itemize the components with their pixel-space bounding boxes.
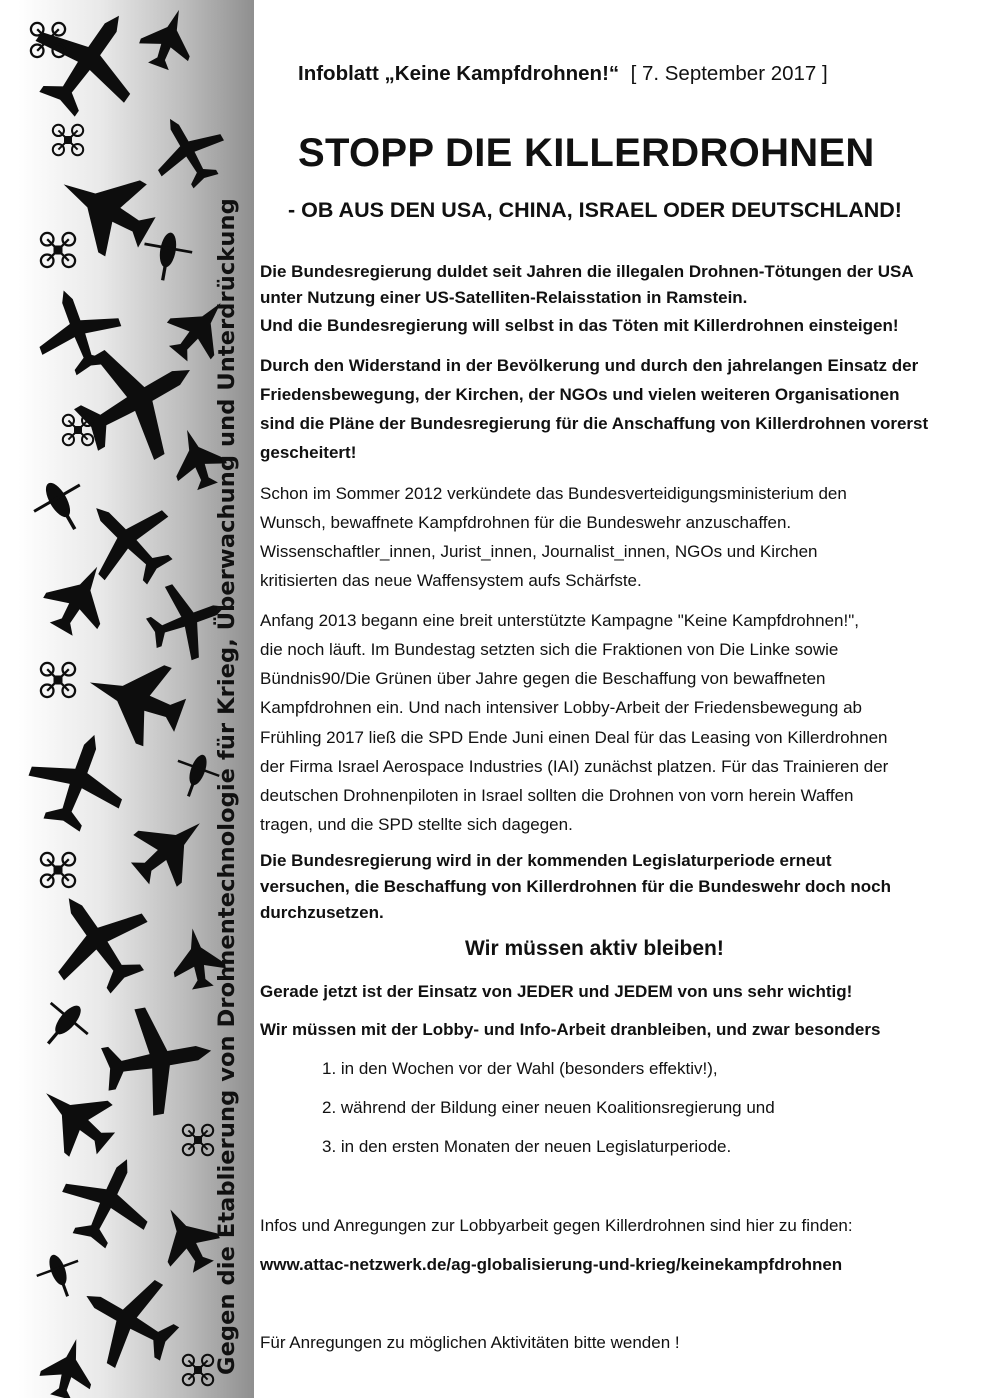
infoblatt-header xyxy=(298,62,828,86)
list-item: 3. in den ersten Monaten der neuen Legislaturperiode. xyxy=(322,1137,732,1156)
campaign-line: Anfang 2013 begann eine breit unterstützte Kampagne "Keine Kampfdrohnen!", xyxy=(260,611,859,630)
warning-line: durchzusetzen. xyxy=(260,903,384,922)
campaign-line: Frühling 2017 ließ die SPD Ende Juni einen Deal für das Leasing von Killerdrohnen xyxy=(260,728,888,747)
call-now: Gerade jetzt ist der Einsatz von JEDER und JEDEM von uns sehr wichtig! xyxy=(260,982,853,1001)
infos-text: Infos und Anregungen zur Lobbyarbeit gegen Killerdrohnen sind hier zu finden: xyxy=(260,1216,853,1235)
page-title: STOPP DIE KILLERDROHNEN xyxy=(298,131,875,175)
sidebar-vertical-slogan: Gegen die Etablierung von Drohnentechnologie für Krieg, Überwachung und Unterdrückung xyxy=(214,198,240,1375)
summer2012-line: Wissenschaftler_innen, Jurist_innen, Journalist_innen, NGOs und Kirchen xyxy=(260,542,818,561)
resistance-line: sind die Pläne der Bundesregierung für die Anschaffung von Killerdrohnen vorerst xyxy=(260,414,929,433)
summer2012-line: Schon im Sommer 2012 verkündete das Bundesverteidigungsministerium den xyxy=(260,484,847,503)
intro-line: Und die Bundesregierung will selbst in das Töten mit Killerdrohnen einsteigen! xyxy=(260,316,899,335)
warning-line: versuchen, die Beschaffung von Killerdrohnen für die Bundeswehr doch noch xyxy=(260,877,891,896)
resistance-line: Friedensbewegung, der Kirchen, der NGOs und vielen weiteren Organisationen xyxy=(260,385,900,404)
campaign-line: Kampfdrohnen ein. Und nach intensiver Lobby-Arbeit der Friedensbewegung ab xyxy=(260,698,862,717)
warning-line: Die Bundesregierung wird in der kommenden Legislaturperiode erneut xyxy=(260,851,832,870)
resistance-line: Durch den Widerstand in der Bevölkerung und durch den jahrelangen Einsatz der xyxy=(260,356,919,375)
call-lobby: Wir müssen mit der Lobby- und Info-Arbeit dranbleiben, und zwar besonders xyxy=(260,1020,881,1039)
page-subtitle: - OB AUS DEN USA, CHINA, ISRAEL ODER DEUTSCHLAND! xyxy=(288,198,902,222)
issue-date: [ 7. September 2017 ] xyxy=(630,62,828,85)
summer2012-line: Wunsch, bewaffnete Kampfdrohnen für die Bundeswehr anzuschaffen. xyxy=(260,513,792,532)
list-item: 1. in den Wochen vor der Wahl (besonders effektiv!), xyxy=(322,1059,718,1078)
intro-line: unter Nutzung einer US-Satelliten-Relaisstation in Ramstein. xyxy=(260,288,748,307)
campaign-line: deutschen Drohnenpiloten in Israel sollten die Drohnen von vorn herein Waffen xyxy=(260,786,854,805)
campaign-url-link[interactable]: www.attac-netzwerk.de/ag-globalisierung-und-krieg/keinekampfdrohnen xyxy=(260,1255,843,1274)
infoblatt-label: Infoblatt „Keine Kampfdrohnen!“ xyxy=(298,62,620,85)
campaign-line: tragen, und die SPD stellte sich dagegen. xyxy=(260,815,573,834)
campaign-line: der Firma Israel Aerospace Industries (IAI) zunächst platzen. Für das Trainieren der xyxy=(260,757,889,776)
intro-line: Die Bundesregierung duldet seit Jahren die illegalen Drohnen-Tötungen der USA xyxy=(260,262,914,281)
summer2012-line: kritisierten das neue Waffensystem aufs Schärfste. xyxy=(260,571,642,590)
resistance-line: gescheitert! xyxy=(260,443,357,462)
campaign-line: Bündnis90/Die Grünen über Jahre gegen die Beschaffung von bewaffneten xyxy=(260,669,826,688)
active-heading: Wir müssen aktiv bleiben! xyxy=(465,937,724,960)
footer-note: Für Anregungen zu möglichen Aktivitäten bitte wenden ! xyxy=(260,1333,680,1352)
campaign-line: die noch läuft. Im Bundestag setzten sich die Fraktionen von Die Linke sowie xyxy=(260,640,839,659)
list-item: 2. während der Bildung einer neuen Koalitionsregierung und xyxy=(322,1098,775,1117)
